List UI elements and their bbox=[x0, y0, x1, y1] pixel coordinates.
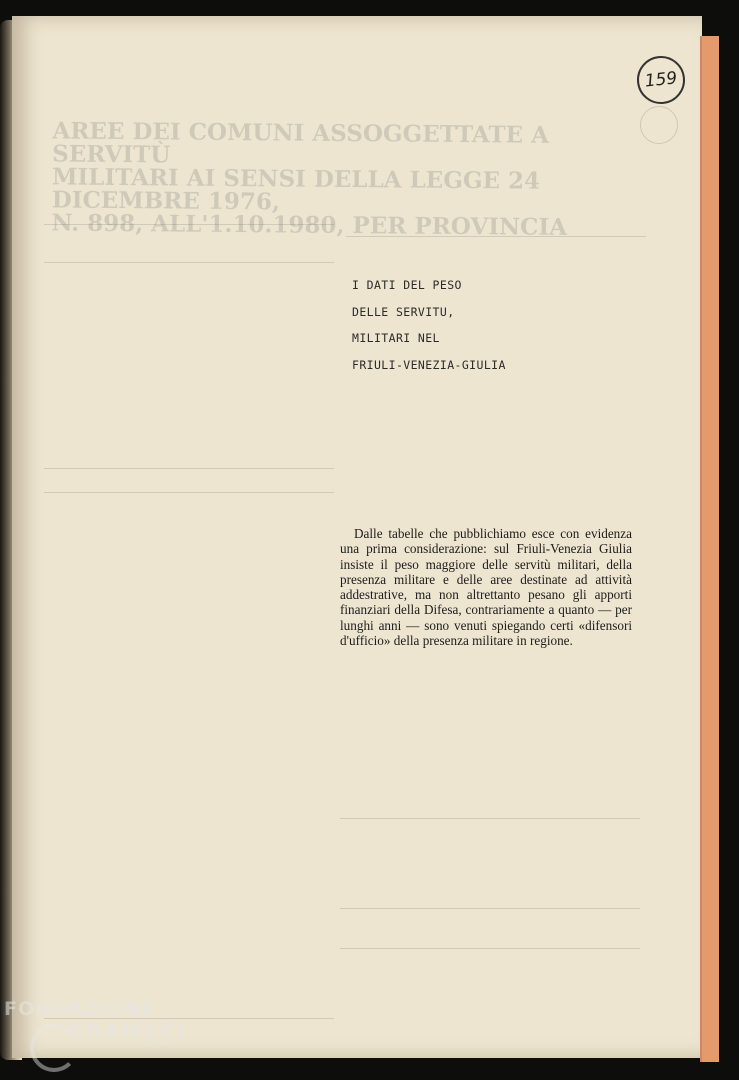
body-paragraph: Dalle tabelle che pubblichiamo esce con evidenza una prima considerazione: sul Friuli-Venezia Giulia insiste il peso maggiore delle servitù militari, della presenza militare e delle aree destinate ad attività addestrative, ma non altrettanto pesano gli apporti finanziari della Difesa, contrariamente a quanto — per lunghi anni — sono venuti spiegando certi «difensori d'ufficio» della presenza militare in regione. bbox=[340, 526, 632, 649]
page-edge-strip bbox=[700, 36, 719, 1062]
typed-heading-line: FRIULI-VENEZIA-GIULIA bbox=[352, 357, 506, 372]
bleed-through-rule bbox=[44, 224, 334, 225]
bleed-through-rule bbox=[346, 236, 646, 237]
typed-heading bbox=[352, 278, 506, 384]
bleed-through-title bbox=[52, 119, 643, 239]
bleed-through-rule bbox=[340, 908, 640, 909]
bleed-through-rule bbox=[44, 468, 334, 469]
bleed-through-rule bbox=[340, 948, 640, 949]
faded-stamp-icon bbox=[640, 106, 678, 144]
bleed-through-title-line: AREE DEI COMUNI ASSOGGETTATE A SERVITÙ bbox=[52, 117, 550, 169]
bleed-through-title-line: N. 898, ALL'1.10.1980, PER PROVINCIA bbox=[51, 209, 568, 241]
watermark bbox=[4, 998, 188, 1050]
page-number-stamp: 159 bbox=[635, 54, 688, 107]
watermark-line: onlus bbox=[146, 1040, 171, 1050]
bleed-through-rule bbox=[340, 818, 640, 819]
bleed-through-rule bbox=[44, 262, 334, 263]
watermark-line: FONDAZIONE bbox=[4, 998, 156, 1020]
typed-heading-line: DELLE SERVITU, bbox=[352, 304, 455, 319]
bleed-through-title-line: MILITARI AI SENSI DELLA LEGGE 24 DICEMBRE 1976, bbox=[51, 163, 541, 216]
typed-heading-line: MILITARI NEL bbox=[352, 331, 440, 345]
watermark-line: GRAMSCI bbox=[68, 1020, 188, 1042]
typed-heading-line: I DATI DEL PESO bbox=[352, 278, 462, 292]
bleed-through-rule bbox=[44, 492, 334, 493]
